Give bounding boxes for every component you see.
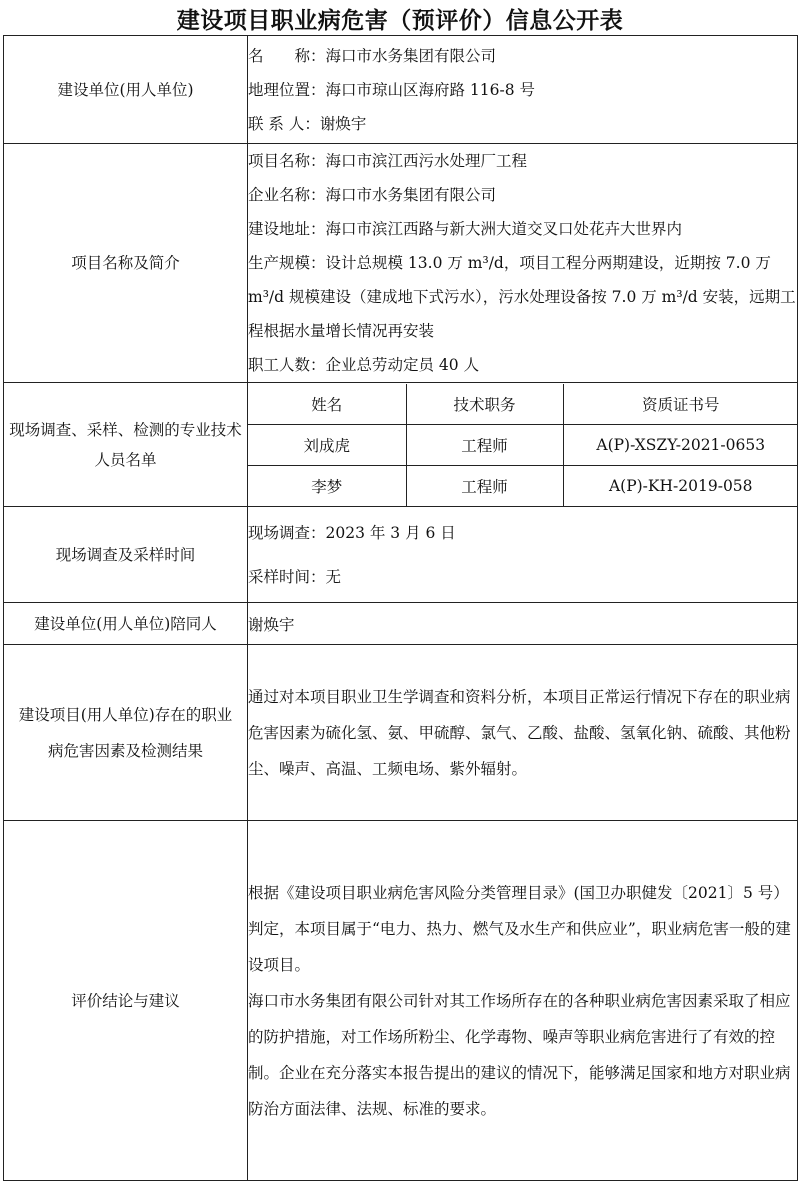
info-table [3, 35, 798, 1181]
hazards-text: 通过对本项目职业卫生学调查和资料分析，本项目正常运行情况下存在的职业病危害因素为硫化氢、氨、甲硫醇、氯气、乙酸、盐酸、氢氧化钠、硫酸、其他粉尘、噪声、高温、工频电场、紫外辐射。 [248, 687, 791, 778]
company-name: 企业名称：海口市水务集团有限公司 [248, 186, 497, 204]
page-title: 建设项目职业病危害（预评价）信息公开表 [176, 8, 624, 34]
content-project [248, 144, 798, 383]
row-hazards [4, 645, 798, 821]
content-staff [248, 383, 798, 507]
conclusion-paragraph: 根据《建设项目职业病危害风险分类管理目录》(国卫办职健发〔2021〕5 号）判定，本项目属于“电力、热力、燃气及水生产和供应业”，职业病危害一般的建设项目。 [248, 883, 791, 974]
escort-name: 谢焕宇 [248, 603, 798, 645]
label-survey: 现场调查及采样时间 [4, 507, 248, 603]
content-unit [248, 36, 798, 144]
label-unit: 建设单位(用人单位) [4, 36, 248, 144]
survey-date: 现场调查：2023 年 3 月 6 日 [248, 523, 456, 542]
conclusion-paragraph: 海口市水务集团有限公司针对其工作场所存在的各种职业病危害因素采取了相应的防护措施，对工作场所粉尘、化学毒物、噪声等职业病危害进行了有效的控制。企业在充分落实本报告提出的建议的情况下，能够满足国家和地方对职业病防治方面法律、法规、标准的要求。 [248, 991, 791, 1118]
staff-cert: A(P)-XSZY-2021-0653 [563, 424, 798, 465]
staff-count: 职工人数：企业总劳动定员 40 人 [248, 356, 480, 374]
label-escort: 建设单位(用人单位)陪同人 [4, 603, 248, 645]
staff-name: 李梦 [311, 477, 343, 496]
label-hazards: 建设项目(用人单位)存在的职业病危害因素及检测结果 [4, 645, 248, 821]
unit-contact: 联 系 人：谢焕宇 [248, 114, 367, 133]
project-scale: 生产规模：设计总规模 13.0 万 m³/d，项目工程分两期建设，近期按 7.0 万 m³/d 规模建设（建成地下式污水），污水处理设备按 7.0 万 m³/d 安装，远期工程根据水量增长情况再安装 [248, 254, 796, 340]
staff-title: 工程师 [406, 424, 563, 465]
content-hazards [248, 645, 798, 821]
row-conclusion [4, 821, 798, 1181]
staff-header-title: 技术职务 [406, 384, 563, 425]
table-row [248, 424, 798, 465]
staff-header-row [248, 384, 798, 425]
label-staff: 现场调查、采样、检测的专业技术人员名单 [4, 383, 248, 507]
row-survey [4, 507, 798, 603]
sampling-time: 采样时间：无 [248, 567, 342, 586]
row-unit [4, 36, 798, 144]
staff-cert: A(P)-KH-2019-058 [563, 465, 798, 506]
content-survey [248, 507, 798, 603]
row-staff [4, 383, 798, 507]
label-conclusion: 评价结论与建议 [4, 821, 248, 1181]
unit-location: 地理位置：海口市琼山区海府路 116-8 号 [248, 80, 536, 99]
row-escort [4, 603, 798, 645]
project-name: 项目名称：海口市滨江西污水处理厂工程 [248, 152, 528, 170]
row-project [4, 144, 798, 383]
staff-title: 工程师 [406, 465, 563, 506]
table-row [248, 465, 798, 506]
unit-name: 名 称：海口市水务集团有限公司 [248, 46, 497, 65]
project-address: 建设地址：海口市滨江西路与新大洲大道交叉口处花卉大世界内 [248, 220, 683, 238]
staff-table [248, 384, 798, 506]
staff-name: 刘成虎 [248, 424, 406, 465]
staff-header-name: 姓名 [248, 384, 406, 425]
staff-header-cert: 资质证书号 [563, 384, 798, 425]
content-conclusion [248, 821, 798, 1181]
label-project: 项目名称及简介 [4, 144, 248, 383]
